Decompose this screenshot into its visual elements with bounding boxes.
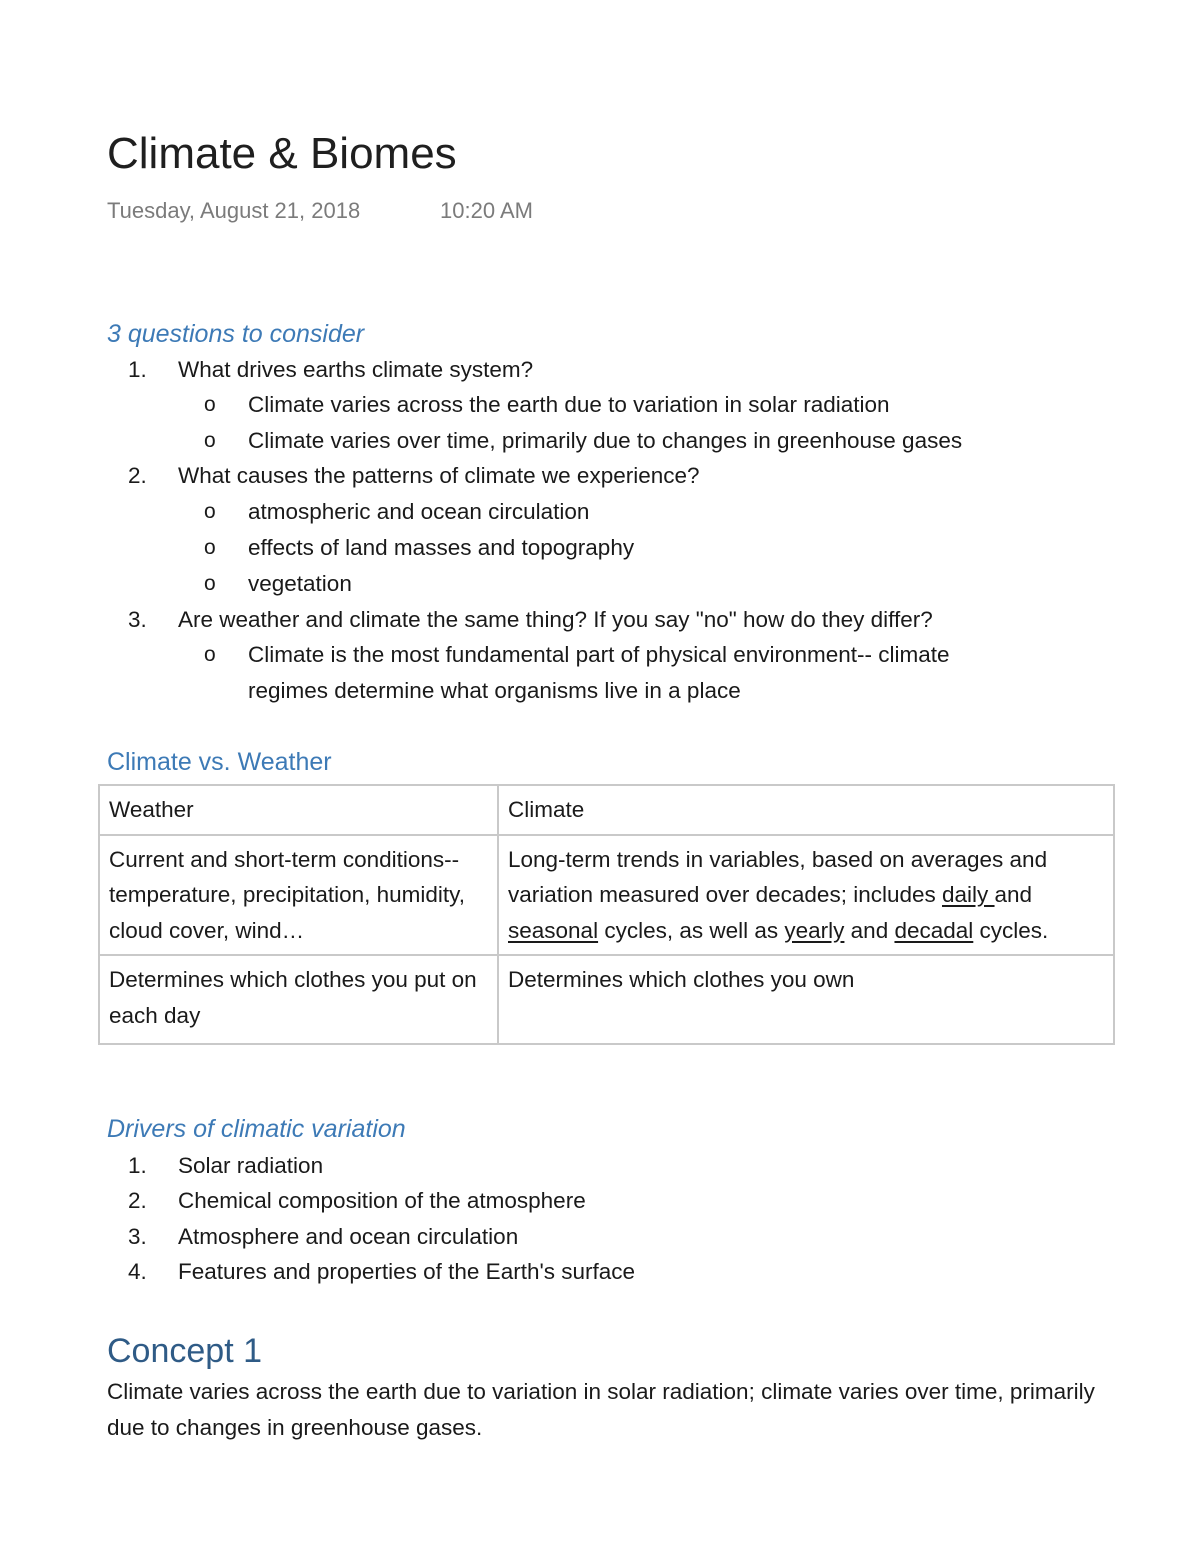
list-text: vegetation (248, 571, 352, 596)
cell-text: and (994, 882, 1033, 907)
table-cell: Current and short-term conditions-- temperature, precipitation, humidity, cloud cover, wind… (99, 835, 498, 956)
underlined-text: daily (942, 882, 995, 907)
page-time: 10:20 AM (440, 198, 533, 223)
table-cell (498, 835, 1114, 956)
table-cell: Determines which clothes you own (498, 955, 1114, 1044)
list-number: 3. (128, 1224, 147, 1249)
table-row (99, 955, 1114, 1044)
table-row (99, 835, 1114, 956)
underlined-text: seasonal (508, 917, 599, 943)
comparison-table (98, 784, 1115, 1045)
list-text: Solar radiation (178, 1153, 324, 1178)
questions-heading: 3 questions to consider (107, 320, 365, 348)
cell-text: cycles, as well as (598, 917, 785, 943)
list-text: What causes the patterns of climate we experience? (178, 463, 700, 488)
table-header-cell: Weather (99, 785, 498, 835)
list-number: 2. (128, 463, 147, 488)
list-text: Climate varies over time, primarily due to changes in greenhouse gases (248, 428, 963, 453)
cell-text: cycles. (973, 917, 1049, 943)
table-cell: Determines which clothes you put on each day (99, 955, 498, 1044)
bullet-icon: o (204, 393, 216, 416)
list-text: Atmosphere and ocean circulation (178, 1224, 519, 1249)
cell-text: Long-term trends in variables, based on averages and variation measured over decades; includes (508, 846, 1048, 907)
comparison-heading: Climate vs. Weather (107, 748, 332, 776)
bullet-icon: o (204, 572, 216, 595)
table-row (99, 785, 1114, 835)
underlined-text: decadal (894, 917, 974, 943)
bullet-icon: o (204, 536, 216, 559)
list-text: Are weather and climate the same thing? If you say "no" how do they differ? (178, 607, 933, 632)
list-number: 2. (128, 1188, 147, 1213)
cell-text: and (844, 917, 895, 943)
bullet-icon: o (204, 643, 216, 666)
list-text: Climate varies across the earth due to variation in solar radiation (248, 392, 890, 417)
list-text: effects of land masses and topography (248, 535, 635, 560)
page-title: Climate & Biomes (107, 129, 457, 178)
list-number: 1. (128, 357, 147, 382)
bullet-icon: o (204, 429, 216, 452)
list-number: 4. (128, 1259, 147, 1284)
drivers-heading: Drivers of climatic variation (107, 1115, 406, 1143)
list-text: Features and properties of the Earth's surface (178, 1259, 636, 1284)
list-text: Climate is the most fundamental part of physical environment-- climate (248, 642, 950, 667)
underlined-text: yearly (784, 917, 845, 943)
list-number: 3. (128, 607, 147, 632)
table-header-cell: Climate (498, 785, 1114, 835)
list-text: atmospheric and ocean circulation (248, 499, 590, 524)
concept-heading: Concept 1 (107, 1332, 262, 1370)
list-text: What drives earths climate system? (178, 357, 534, 382)
list-number: 1. (128, 1153, 147, 1178)
list-text: regimes determine what organisms live in a place (248, 678, 741, 703)
concept-paragraph: Climate varies across the earth due to variation in solar radiation; climate varies over time, primarily due to changes in greenhouse gases. (107, 1379, 1095, 1440)
bullet-icon: o (204, 500, 216, 523)
list-text: Chemical composition of the atmosphere (178, 1188, 586, 1213)
page-date: Tuesday, August 21, 2018 (107, 198, 361, 223)
